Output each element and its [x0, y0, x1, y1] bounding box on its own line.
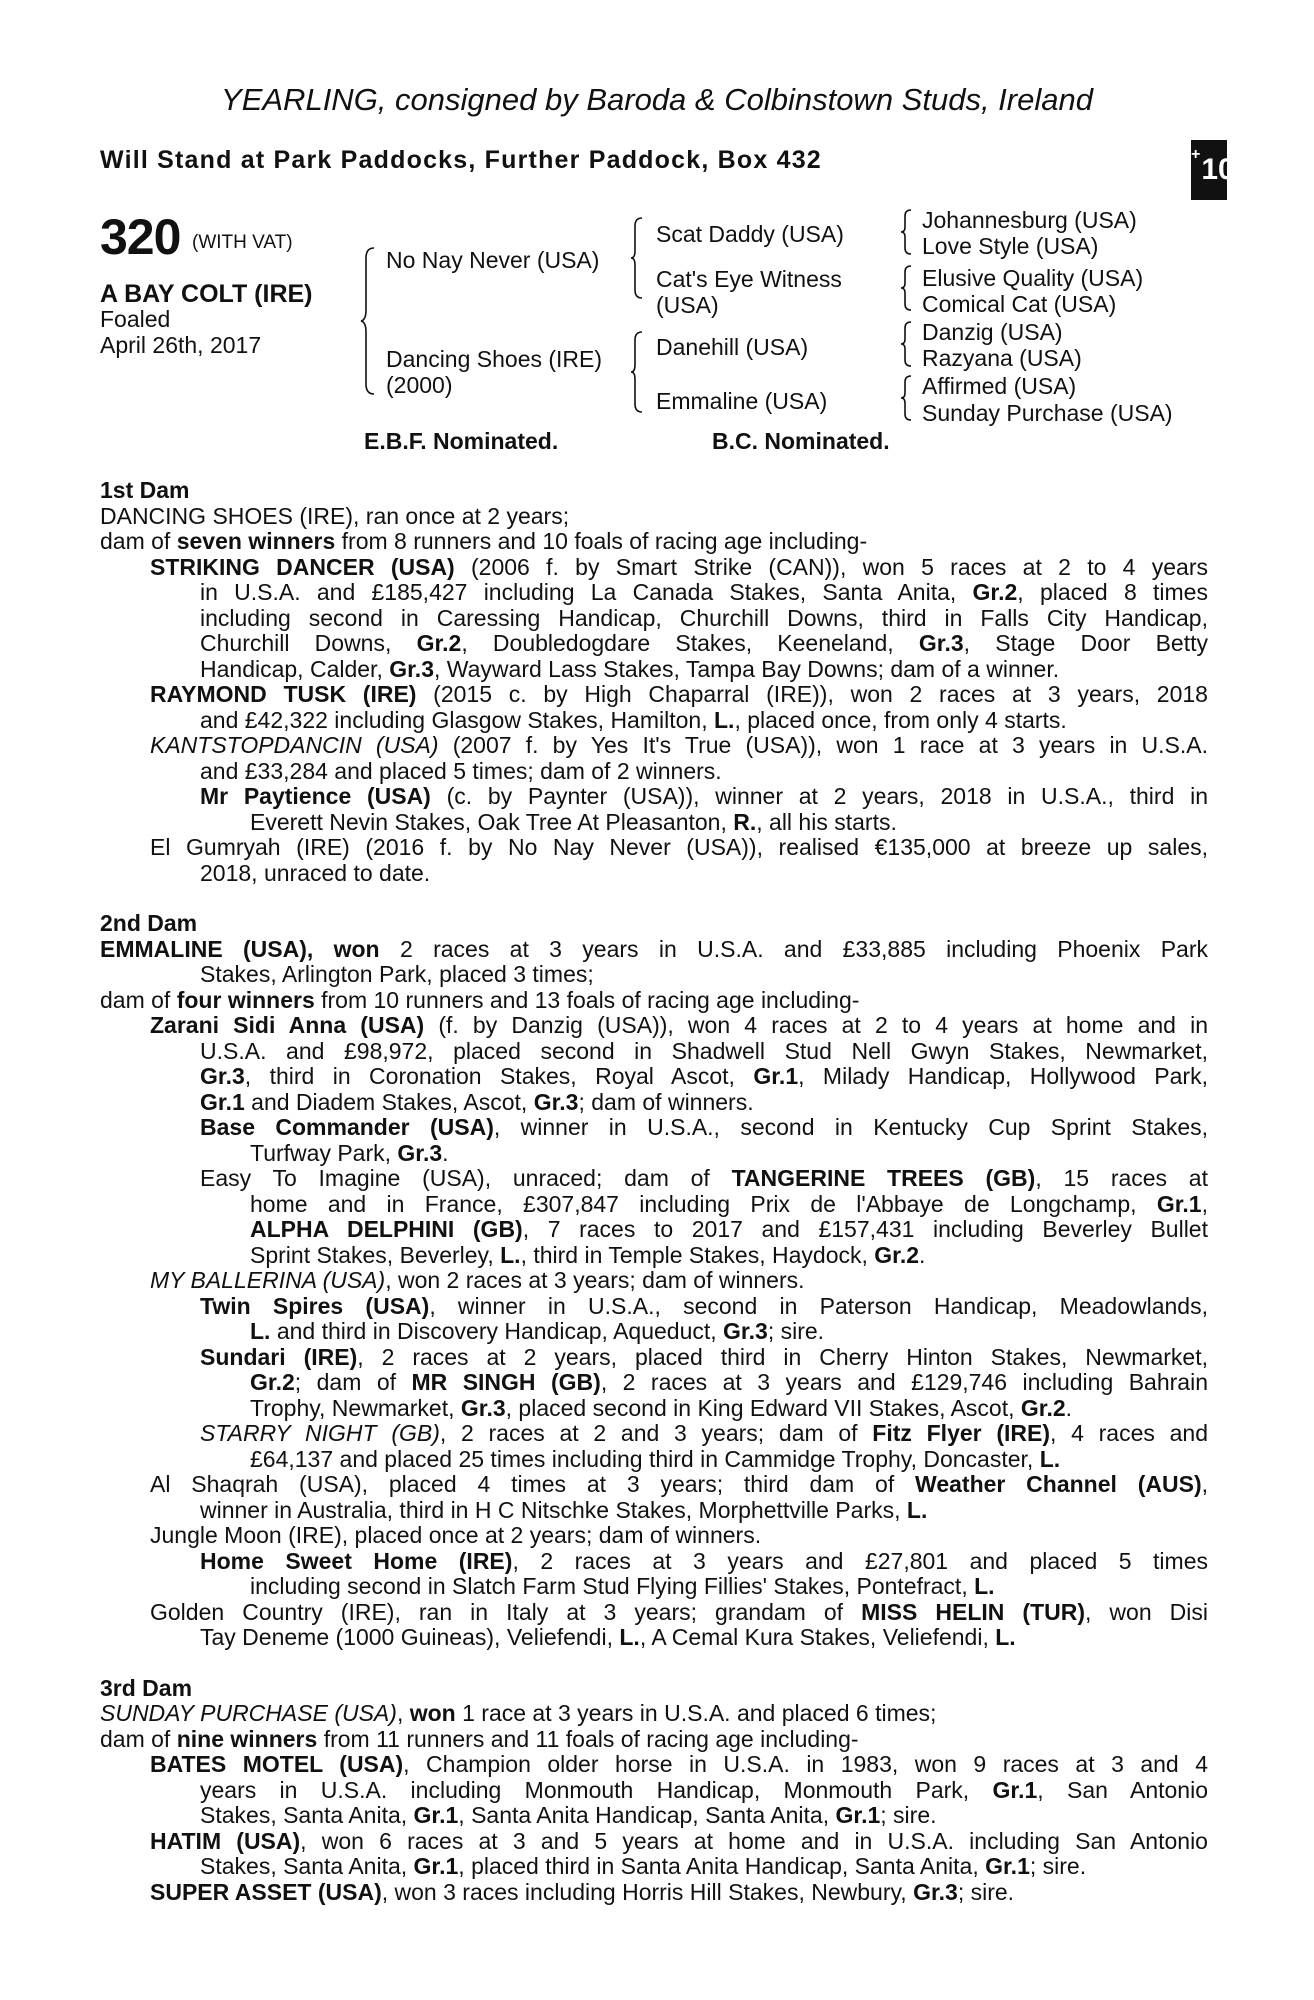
pedigree-dds: Affirmed (USA) — [922, 373, 1077, 399]
detail-line — [100, 784, 1208, 810]
detail-text: ; dam of winners. — [578, 1088, 754, 1115]
pedigree-ssd: Love Style (USA) — [922, 233, 1099, 259]
detail-text: Trophy, Newmarket, — [250, 1394, 461, 1421]
pedigree-ddd: Sunday Purchase (USA) — [922, 400, 1173, 426]
detail-text: , won 3 races including Horris Hill Stakes, Newbury, — [381, 1878, 914, 1905]
pedigree-sire: No Nay Never (USA) — [386, 247, 600, 273]
detail-text: Stakes, Arlington Park, placed 3 times; — [200, 961, 594, 987]
detail-text: (f. by Danzig (USA)), won 4 races at 2 to 4 years at home and in — [424, 1012, 1209, 1038]
detail-text: Everett Nevin Stakes, Oak Tree At Pleasanton, — [250, 808, 734, 835]
detail-text: MR SINGH (GB) — [411, 1369, 601, 1395]
detail-text: (2007 f. by Yes It's True (USA)), won 1 race at 3 years in U.S.A. — [438, 732, 1208, 758]
section-gap — [100, 1651, 1208, 1676]
detail-text: , Milady Handicap, Hollywood Park, — [798, 1063, 1208, 1089]
detail-text: Gr.2 — [250, 1369, 295, 1395]
detail-line — [100, 1549, 1208, 1575]
detail-text: Stakes, Santa Anita, — [200, 1853, 414, 1879]
detail-text: Gr.1 — [985, 1853, 1030, 1879]
pedigree-sdd: Comical Cat (USA) — [922, 291, 1117, 317]
detail-line — [100, 1829, 1208, 1855]
detail-text: 1 race at 3 years in U.S.A. and placed 6 times; — [455, 1700, 937, 1726]
detail-text: , placed third in Santa Anita Handicap, Santa Anita, — [458, 1853, 986, 1879]
detail-text: STARRY NIGHT (GB) — [200, 1420, 440, 1446]
detail-text: , 4 races and — [1050, 1420, 1208, 1446]
detail-line — [100, 682, 1208, 708]
detail-line — [100, 937, 1208, 963]
detail-text: (2006 f. by Smart Strike (CAN)), won 5 races at 2 to 4 years — [454, 553, 1208, 580]
detail-text: MY BALLERINA (USA) — [150, 1267, 386, 1293]
pedigree-brace-sd — [900, 264, 914, 312]
detail-text: , placed second in King Edward VII Stakes, Ascot, — [505, 1394, 1021, 1421]
detail-line — [100, 733, 1208, 759]
detail-text: Zarani Sidi Anna (USA) — [150, 1012, 425, 1038]
detail-line — [100, 1803, 1208, 1829]
detail-line — [100, 1039, 1208, 1065]
detail-text: and £33,284 and placed 5 times; dam of 2 winners. — [200, 757, 722, 784]
ebf-nomination: E.B.F. Nominated. — [364, 428, 559, 454]
pedigree-brace-sire — [630, 216, 646, 300]
detail-line — [100, 1192, 1208, 1218]
detail-text: , winner in U.S.A., second in Paterson Handicap, Meadowlands, — [429, 1292, 1208, 1319]
detail-line — [100, 478, 1208, 504]
detail-text: STRIKING DANCER (USA) — [150, 553, 455, 580]
detail-text: , won Disi — [1085, 1598, 1208, 1625]
detail-line — [100, 1141, 1208, 1167]
detail-text: four winners — [176, 986, 315, 1013]
detail-line — [100, 1294, 1208, 1320]
detail-line — [100, 1319, 1208, 1345]
detail-text: Gr.3 — [389, 655, 434, 682]
detail-text: from 8 runners and 10 foals of racing age including- — [335, 528, 868, 554]
detail-text: Gr.2 — [1020, 1394, 1066, 1421]
pedigree-sss: Johannesburg (USA) — [922, 207, 1137, 233]
pedigree-dam-line1: Dancing Shoes (IRE) — [386, 346, 603, 372]
vat-note: (WITH VAT) — [192, 232, 293, 253]
detail-text: dam of — [100, 986, 177, 1013]
detail-text: Jungle Moon (IRE), placed once at 2 years; dam of winners. — [150, 1522, 762, 1548]
detail-text: L. — [713, 706, 735, 733]
detail-text: (c. by Paynter (USA)), winner at 2 years, 2018 in U.S.A., third in — [430, 783, 1208, 809]
detail-text: Gr.3 — [460, 1394, 506, 1421]
detail-line — [100, 1217, 1208, 1243]
badge-plus: + — [1191, 146, 1201, 163]
detail-text: Stakes, Santa Anita, — [200, 1802, 414, 1828]
detail-text: Al Shaqrah (USA), placed 4 times at 3 years; third dam of — [150, 1471, 916, 1497]
detail-line — [100, 861, 1208, 887]
badge-number: 10 — [1201, 153, 1235, 186]
detail-text: nine winners — [176, 1725, 318, 1752]
detail-text: Gr.3 — [200, 1063, 245, 1089]
detail-text: Gr.1 — [1156, 1190, 1202, 1217]
detail-line — [100, 988, 1208, 1014]
pedigree-brace-dam — [630, 330, 646, 414]
detail-text: . — [442, 1139, 449, 1166]
detail-text: MISS HELIN (TUR) — [861, 1598, 1085, 1625]
detail-text: Gr.2 — [874, 1241, 920, 1268]
pedigree-sds: Elusive Quality (USA) — [922, 265, 1144, 291]
section-gap — [100, 886, 1208, 911]
detail-text: Gr.2 — [416, 630, 462, 656]
detail-line — [100, 1370, 1208, 1396]
detail-line — [100, 1676, 1208, 1702]
detail-text: Gr.1 — [200, 1088, 245, 1115]
detail-text: , third in Coronation Stakes, Royal Ascot, — [244, 1063, 754, 1089]
detail-line — [100, 835, 1208, 861]
detail-text: £64,137 and placed 25 times including third in Cammidge Trophy, Doncaster, — [250, 1445, 1040, 1472]
detail-text: 1st Dam — [100, 477, 190, 503]
detail-text: L. — [906, 1496, 928, 1523]
detail-text: Twin Spires (USA) — [200, 1292, 430, 1319]
detail-text: , 2 races at 3 years and £129,746 including Bahrain — [600, 1369, 1208, 1395]
detail-line — [100, 1880, 1208, 1906]
detail-text: Golden Country (IRE), ran in Italy at 3 years; grandam of — [150, 1598, 862, 1625]
detail-text: Weather Channel (AUS) — [915, 1471, 1202, 1497]
detail-text: R. — [733, 808, 757, 835]
detail-text: Gr.2 — [972, 579, 1018, 605]
detail-text: , Wayward Lass Stakes, Tampa Bay Downs; dam of a winner. — [434, 655, 1060, 682]
detail-line — [100, 504, 1208, 530]
detail-text: BATES MOTEL (USA) — [150, 1751, 404, 1777]
detail-text: Fitz Flyer (IRE) — [872, 1420, 1050, 1446]
detail-text: ; sire. — [880, 1802, 937, 1828]
detail-text: Gr.3 — [533, 1088, 579, 1115]
detail-text: and Diadem Stakes, Ascot, — [244, 1088, 534, 1115]
detail-text: EMMALINE (USA), won — [100, 935, 380, 962]
pedigree-dam-line2: (2000) — [386, 372, 453, 398]
pedigree-sire-sire: Scat Daddy (USA) — [656, 221, 844, 247]
detail-text: Gr.3 — [918, 630, 964, 656]
detail-line — [100, 657, 1208, 683]
detail-line — [100, 1345, 1208, 1371]
detail-text: Gr.1 — [413, 1802, 459, 1828]
detail-text: HATIM (USA) — [150, 1827, 301, 1854]
detail-text: in U.S.A. and £185,427 including La Canada Stakes, Santa Anita, — [200, 579, 973, 605]
detail-text: years in U.S.A. including Monmouth Handicap, Monmouth Park, — [200, 1776, 993, 1803]
detail-line — [100, 1854, 1208, 1880]
detail-text: , won 2 races at 3 years; dam of winners. — [385, 1267, 805, 1293]
detail-line — [100, 1574, 1208, 1600]
detail-text: L. — [995, 1624, 1016, 1650]
detail-text: Mr Paytience (USA) — [200, 783, 431, 809]
detail-text: Gr.1 — [992, 1776, 1038, 1803]
detail-text: 2nd Dam — [100, 910, 198, 936]
detail-text: Gr.3 — [723, 1318, 768, 1344]
pedigree-dam-sire: Danehill (USA) — [656, 334, 809, 360]
detail-line — [100, 1421, 1208, 1447]
detail-text: , Champion older horse in U.S.A. in 1983, won 9 races at 3 and 4 — [403, 1751, 1208, 1777]
detail-line — [100, 1701, 1208, 1727]
foaled-date: April 26th, 2017 — [100, 332, 262, 358]
detail-text: L. — [250, 1318, 271, 1344]
detail-text: , all his starts. — [756, 808, 897, 835]
bc-nomination: B.C. Nominated. — [712, 428, 890, 454]
detail-text: SUPER ASSET (USA) — [150, 1878, 382, 1905]
detail-line — [100, 606, 1208, 632]
detail-text: from 10 runners and 13 foals of racing age including- — [314, 986, 860, 1013]
detail-text: Sundari (IRE) — [200, 1343, 358, 1370]
detail-text: (2015 c. by High Chaparral (IRE)), won 2 races at 3 years, 2018 — [416, 681, 1208, 707]
pedigree-sire-dam-line2: (USA) — [656, 292, 719, 318]
detail-text: 2 races at 3 years in U.S.A. and £33,885 including Phoenix Park — [379, 935, 1208, 962]
pedigree-details — [100, 478, 1208, 1905]
detail-text: dam of — [100, 1725, 177, 1752]
detail-text: , winner in U.S.A., second in Kentucky Cup Sprint Stakes, — [493, 1114, 1208, 1140]
detail-text: Churchill Downs, — [200, 630, 417, 656]
detail-text: Gr.3 — [397, 1139, 443, 1166]
detail-text: ; sire. — [1029, 1853, 1087, 1879]
detail-text: Base Commander (USA) — [200, 1114, 494, 1140]
detail-line — [100, 1447, 1208, 1473]
detail-text: winner in Australia, third in H C Nitschke Stakes, Morphettville Parks, — [200, 1496, 907, 1523]
detail-text: , 7 races to 2017 and £157,431 including Beverley Bullet — [522, 1216, 1208, 1242]
detail-text: and £42,322 including Glasgow Stakes, Hamilton, — [200, 706, 714, 733]
pedigree-sire-dam-line1: Cat's Eye Witness — [656, 266, 842, 292]
detail-line — [100, 1625, 1208, 1651]
pedigree-brace-ds — [900, 320, 914, 368]
detail-line — [100, 1472, 1208, 1498]
detail-line — [100, 1090, 1208, 1116]
detail-text: U.S.A. and £98,972, placed second in Shadwell Stud Nell Gwyn Stakes, Newmarket, — [200, 1037, 1208, 1064]
detail-line — [100, 580, 1208, 606]
detail-text: , 2 races at 2 years, placed third in Cherry Hinton Stakes, Newmarket, — [357, 1343, 1208, 1370]
detail-text: DANCING SHOES (IRE), ran once at 2 years; — [100, 502, 570, 529]
pedigree-dam-dam: Emmaline (USA) — [656, 388, 828, 414]
detail-line — [100, 1396, 1208, 1422]
detail-line — [100, 1778, 1208, 1804]
detail-text: ALPHA DELPHINI (GB) — [250, 1216, 523, 1242]
detail-text: KANTSTOPDANCIN (USA) — [150, 732, 439, 758]
detail-text: , — [396, 1700, 410, 1726]
detail-text: L. — [619, 1624, 640, 1650]
detail-text: home and in France, £307,847 including Prix de l'Abbaye de Longchamp, — [250, 1190, 1157, 1217]
detail-text: . — [1065, 1394, 1073, 1421]
detail-text: Home Sweet Home (IRE) — [200, 1547, 513, 1574]
pedigree-dsd: Razyana (USA) — [922, 345, 1082, 371]
detail-text: and third in Discovery Handicap, Aqueduct, — [270, 1318, 724, 1344]
detail-line — [100, 1013, 1208, 1039]
detail-text: Turfway Park, — [250, 1139, 398, 1166]
detail-text: Gr.3 — [913, 1878, 958, 1905]
detail-text: RAYMOND TUSK (IRE) — [150, 681, 417, 707]
lot-title: A BAY COLT (IRE) — [100, 280, 313, 308]
detail-line — [100, 1727, 1208, 1753]
detail-line — [100, 962, 1208, 988]
detail-text: , Doubledogdare Stakes, Keeneland, — [461, 630, 919, 656]
pedigree-brace-ss — [900, 208, 914, 256]
catalogue-subtitle: YEARLING, consigned by Baroda & Colbinstown Studs, Ireland — [221, 82, 1093, 117]
detail-text: Gr.1 — [835, 1802, 881, 1828]
detail-text: ; dam of — [294, 1369, 412, 1395]
detail-line — [100, 529, 1208, 555]
detail-text: Gr.1 — [753, 1063, 799, 1089]
detail-text: , 15 races at — [1035, 1165, 1208, 1191]
detail-line — [100, 1115, 1208, 1141]
detail-line — [100, 759, 1208, 785]
detail-text: SUNDAY PURCHASE (USA) — [100, 1700, 397, 1726]
detail-text: , 2 races at 2 and 3 years; dam of — [439, 1420, 873, 1446]
detail-text: , A Cemal Kura Stakes, Veliefendi, — [639, 1624, 996, 1650]
detail-text: , San Antonio — [1037, 1776, 1208, 1803]
foaled-info — [100, 306, 261, 358]
detail-line — [100, 1064, 1208, 1090]
detail-text: , Stage Door Betty — [963, 630, 1208, 656]
detail-text: , won 6 races at 3 and 5 years at home and in U.S.A. including San Antonio — [300, 1827, 1208, 1854]
pedigree-dss: Danzig (USA) — [922, 319, 1063, 345]
detail-line — [100, 631, 1208, 657]
detail-line — [100, 1166, 1208, 1192]
detail-text: L. — [1039, 1445, 1061, 1472]
detail-text: Handicap, Calder, — [200, 655, 390, 682]
detail-line — [100, 1752, 1208, 1778]
detail-text: Easy To Imagine (USA), unraced; dam of — [200, 1165, 732, 1191]
stand-location: Will Stand at Park Paddocks, Further Paddock, Box 432 — [100, 146, 822, 174]
detail-text: L. — [974, 1573, 995, 1599]
detail-text: , — [1201, 1190, 1208, 1217]
detail-text: Tay Deneme (1000 Guineas), Veliefendi, — [200, 1624, 620, 1650]
detail-text: L. — [500, 1241, 521, 1268]
detail-text: including second in Caressing Handicap, Churchill Downs, third in Falls City Handicap, — [200, 604, 1208, 631]
detail-text: ; sire. — [957, 1878, 1015, 1905]
detail-text: , — [1201, 1471, 1208, 1497]
lot-number: 320 — [100, 209, 181, 265]
detail-text: dam of — [100, 528, 177, 554]
detail-text: , 2 races at 3 years and £27,801 and placed 5 times — [512, 1547, 1208, 1574]
detail-line — [100, 1268, 1208, 1294]
detail-text: from 11 runners and 11 foals of racing age including- — [317, 1725, 859, 1752]
detail-text: Gr.1 — [413, 1853, 459, 1879]
detail-text: won — [409, 1700, 456, 1726]
detail-text: El Gumryah (IRE) (2016 f. by No Nay Never (USA)), realised €135,000 at breeze up sales, — [150, 834, 1208, 860]
detail-text: Sprint Stakes, Beverley, — [250, 1241, 501, 1268]
pedigree-brace-main — [360, 246, 380, 396]
detail-line — [100, 555, 1208, 581]
detail-text: , third in Temple Stakes, Haydock, — [520, 1241, 875, 1268]
detail-line — [100, 1498, 1208, 1524]
detail-line — [100, 810, 1208, 836]
detail-line — [100, 1243, 1208, 1269]
detail-text: . — [919, 1241, 926, 1268]
detail-text: ; sire. — [767, 1318, 825, 1344]
detail-text: , placed once, from only 4 starts. — [734, 706, 1067, 733]
detail-text: seven winners — [176, 528, 336, 554]
detail-text: , Santa Anita Handicap, Santa Anita, — [458, 1802, 836, 1828]
detail-text: 2018, unraced to date. — [200, 859, 431, 886]
detail-line — [100, 911, 1208, 937]
detail-text: , placed 8 times — [1017, 579, 1208, 605]
detail-text: including second in Slatch Farm Stud Flying Fillies' Stakes, Pontefract, — [250, 1573, 975, 1599]
detail-text: TANGERINE TREES (GB) — [731, 1165, 1036, 1191]
foaled-label: Foaled — [100, 306, 171, 332]
detail-text: 3rd Dam — [100, 1674, 193, 1701]
pedigree-brace-dd — [900, 374, 914, 422]
detail-line — [100, 1600, 1208, 1626]
page-badge — [1191, 140, 1235, 200]
detail-line — [100, 1523, 1208, 1549]
detail-line — [100, 708, 1208, 734]
